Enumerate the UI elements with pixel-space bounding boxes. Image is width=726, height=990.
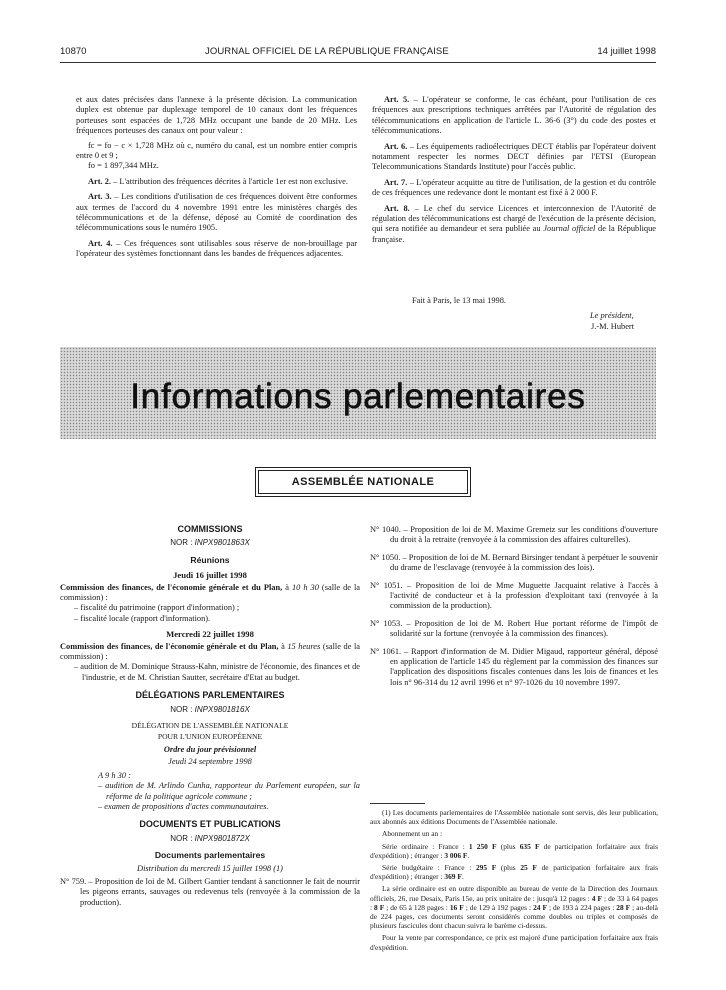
text: .: [461, 872, 464, 882]
text: ; de 193 à 224 pages :: [546, 902, 617, 912]
footnote-rule: [370, 803, 425, 804]
room: (salle de la commission) :: [60, 582, 361, 603]
text: de participation forfaitaire aux frais d'expédition) ; étranger :: [370, 841, 658, 860]
commission-name: Commission des finances, de l'économie générale et du Plan,: [60, 582, 283, 592]
text: de participation forfaitaire aux frais d'expédition) ; étranger :: [370, 863, 658, 882]
footnote: [370, 808, 658, 955]
nor-label: NOR :: [170, 704, 195, 714]
text: Série ordinaire : France :: [382, 841, 469, 851]
subscription-heading: Abonnement un an :: [382, 829, 443, 839]
article-4: [76, 239, 357, 260]
article-text: – Les équipements radioélectriques DECT établis par l'opérateur doivent notamment respecter les normes DECT définies par l'ETSI (European Telecommunications Standards Institute) pour l'accès public.: [372, 141, 656, 172]
document-entry: N° 759. – Proposition de loi de M. Gilbert Gantier tendant à sanctionner le fait de nourrir les pigeons errants, sauvages ou redevenus tels (renvoyée à la commission de la production).: [60, 876, 360, 907]
meeting-time: A 9 h 30 :: [98, 770, 131, 780]
commission-entry: [60, 642, 360, 663]
article-text: – L'opérateur se conforme, le cas échéant, pour l'utilisation de ces fréquences aux prescriptions techniques arrêtées par l'Autorité de régulation des télécommunications en application de l'article L. 36-6 (3°) du code des postes et télécommunications.: [372, 95, 656, 136]
article-text: – L'opérateur acquitte au titre de l'utilisation, de la gestion et du contrôle de ces fréquences une redevance dont le montant est fixé à 2 000 F.: [372, 177, 656, 198]
agenda-item: – audition de M. Arlindo Cunha, rapporteur du Parlement européen, sur la réforme de la politique agricole commune ;: [98, 781, 360, 801]
page-header: [60, 46, 656, 62]
document-entry: N° 1050. – Proposition de loi de M. Bernard Birsinger tendant à perpétuer le souvenir du drame de l'esclavage (renvoyée à la commission des lois).: [370, 552, 658, 573]
price: 635 F: [519, 841, 540, 851]
article-3: [76, 192, 357, 234]
nor-line: [60, 705, 360, 715]
article-2: [76, 177, 357, 187]
footnote-text: (1) Les documents parlementaires de l'Assemblée nationale sont servis, dès leur publication, aux abonnés aux éditions Documents de l'Assemblée nationale.: [370, 808, 658, 827]
issue-date: 14 juillet 1998: [597, 46, 656, 57]
nor-line: [60, 538, 360, 548]
price: 295 F: [475, 863, 497, 873]
article-text: de la République française.: [372, 224, 656, 244]
price: 369 F: [444, 872, 462, 882]
meeting-time: 10 h 30: [291, 582, 319, 592]
top-right-column: [372, 95, 656, 250]
price: 4 F: [591, 893, 603, 903]
room: (salle de la commission) :: [60, 641, 360, 662]
article-text: – Ces fréquences sont utilisables sous réserve de non-brouillage par l'opérateur des systèmes fonctionnant dans les bandes de fréquences adjacentes.: [76, 238, 358, 259]
day-heading: Jeudi 16 juillet 1998: [173, 570, 247, 581]
section-banner: [60, 347, 656, 439]
connector: à: [278, 641, 288, 651]
commission-entry: [60, 583, 360, 604]
mail-order-info: Pour la vente par correspondance, ce prix est majoré d'une participation forfaitaire aux frais d'expédition.: [370, 933, 658, 952]
nor-label: NOR :: [170, 538, 195, 548]
agenda-item: – fiscalité locale (rapport d'information).: [74, 613, 211, 623]
nor-code: INPX9801872X: [194, 833, 250, 843]
agenda-heading: Ordre du jour prévisionnel: [163, 744, 257, 754]
text: (plus: [496, 863, 521, 873]
document-entry: N° 1053. – Proposition de loi de M. Robert Hue portant réforme de l'impôt de solidarité sur la fortune (renvoyée à la commission des finances).: [370, 618, 658, 639]
article-label: Art. 4.: [88, 238, 113, 248]
text: ; de 65 à 128 pages :: [384, 902, 450, 912]
article-7: [372, 178, 656, 199]
section-heading: DOCUMENTS ET PUBLICATIONS: [139, 819, 281, 830]
price: 3 006 F: [444, 850, 468, 860]
nor-line: [60, 834, 360, 844]
assembly-title-box: ASSEMBLÉE NATIONALE: [258, 470, 468, 494]
price: 24 F: [533, 902, 547, 912]
commission-name: Commission des finances, de l'économie générale et du Plan,: [60, 641, 279, 651]
article-label: Art. 7.: [384, 177, 408, 187]
day-heading: Jeudi 24 septembre 1998: [168, 757, 252, 767]
article-label: Art. 3.: [88, 192, 112, 202]
formula-fc: fc = fo − c × 1,728 MHz où c, numéro du canal, est un nombre entier compris entre 0 et 9 ;: [76, 140, 357, 161]
text: La série ordinaire est en outre disponible au bureau de vente de la Direction des Journaux officiels, 26, rue Desaix, Paris 15e, au prix unitaire de : jusqu'à 12 pages :: [370, 884, 658, 903]
article-text: – Les conditions d'utilisation de ces fréquences doivent être conformes aux termes de l'accord du 4 novembre 1991 entre les ministères chargés des télécommunications et de la défense, déposé au Comité de coordination des télécommunications sous le numéro 1905.: [76, 192, 357, 233]
article-label: Art. 5.: [384, 95, 410, 104]
nor-label: NOR :: [170, 833, 195, 843]
price: 8 F: [374, 902, 385, 912]
price: 25 F: [520, 863, 537, 873]
section-heading: DÉLÉGATIONS PARLEMENTAIRES: [135, 690, 285, 701]
signature-name: J.-M. Hubert: [591, 322, 635, 331]
sales-info: [370, 884, 658, 930]
delegation-name: DÉLÉGATION DE L'ASSEMBLÉE NATIONALE POUR L'UNION EUROPÉENNE: [131, 721, 289, 741]
text: ; de 129 à 192 pages :: [463, 902, 534, 912]
text: .: [467, 850, 470, 860]
article-label: Art. 2.: [88, 176, 112, 186]
text: ; au-delà de 224 pages, ces documents seront considérés comme doubles ou triples et composés de plusieurs fascicules dont chacun suivra le barème ci-dessus.: [370, 902, 658, 931]
text: ; de 33 à 64 pages :: [370, 893, 658, 912]
day-heading: Mercredi 22 juillet 1998: [166, 629, 254, 640]
meeting-time: 15 heures: [287, 641, 321, 651]
agenda-item: – fiscalité du patrimoine (rapport d'information) ;: [74, 603, 240, 613]
article-8: [372, 204, 656, 246]
left-column: [60, 524, 360, 913]
document-entry: N° 1051. – Proposition de loi de Mme Muguette Jacquaint relative à l'accès à l'activité de conducteur et à la profession d'exploitant taxi (renvoyée à la commission de la production).: [370, 580, 658, 611]
document-entry: N° 1040. – Proposition de loi de M. Maxime Gremetz sur les conditions d'ouverture du droit à la retraite (renvoyée à la commission des affaires culturelles).: [370, 525, 658, 545]
price: 1 250 F: [468, 841, 497, 851]
text: (plus: [496, 841, 520, 851]
paragraph: et aux dates précisées dans l'annexe à la présente décision. La communication duplex est obtenue par duplexage temporel de 10 canaux dont les fréquences porteuses sont espacées de 1,728 MHz occupant une bande de 20 MHz. Les fréquences porteuses des canaux ont pour valeur :: [76, 95, 357, 136]
document-entry: N° 1061. – Rapport d'information de M. Didier Migaud, rapporteur général, déposé en application de l'article 145 du règlement par la commission des finances sur l'application des dispositions fiscales contenues dans les lois de finances et les lois n° 96-314 du 12 avril 1996 et n° 97-1026 du 10 novembre 1997.: [370, 646, 658, 687]
signature-role: Le président,: [590, 311, 634, 320]
article-text: – L'attribution des fréquences décrites à l'article 1er est non exclusive.: [111, 176, 348, 186]
journal-title: JOURNAL OFFICIEL DE LA RÉPUBLIQUE FRANÇAISE: [205, 46, 449, 57]
subscription-budget: [370, 863, 658, 881]
subscription-ordinary: [370, 842, 658, 860]
journal-reference: Journal officiel: [543, 224, 596, 234]
agenda-item: – examen de propositions d'actes communautaires.: [98, 801, 269, 811]
price: 16 F: [449, 902, 464, 912]
section-heading: COMMISSIONS: [177, 524, 243, 534]
price: 28 F: [616, 902, 631, 912]
subsection-heading: Documents parlementaires: [154, 850, 266, 861]
article-label: Art. 6.: [384, 141, 408, 151]
nor-code: INPX9801863X: [194, 538, 250, 548]
subsection-heading: Réunions: [190, 554, 230, 565]
formula-fo: fo = 1 897,344 MHz.: [88, 161, 159, 171]
right-column: [370, 525, 658, 693]
text: Série budgétaire : France :: [382, 863, 476, 873]
place-date: Fait à Paris, le 13 mai 1998.: [412, 296, 506, 305]
connector: à: [282, 582, 292, 592]
banner-title: Informations parlementaires: [130, 377, 586, 416]
distribution-date: Distribution du mercredi 15 juillet 1998 (1): [137, 863, 283, 873]
article-6: [372, 142, 656, 173]
article-label: Art. 8.: [384, 203, 410, 213]
article-text: – Le chef du service Licences et interconnexion de l'Autorité de régulation des télécommunications est chargé de l'exécution de la présente décision, qui sera notifiée au demandeur et sera publiée au: [372, 203, 656, 234]
top-left-column: [76, 95, 357, 265]
article-5: [372, 95, 656, 137]
nor-code: INPX9801816X: [194, 704, 250, 714]
agenda-item: – audition de M. Dominique Strauss-Kahn, ministre de l'économie, des finances et de l'industrie, et de M. Christian Sautter, secrétaire d'Etat au budget.: [74, 662, 360, 682]
page-number: 10870: [60, 46, 87, 57]
header-rule: [60, 62, 656, 63]
